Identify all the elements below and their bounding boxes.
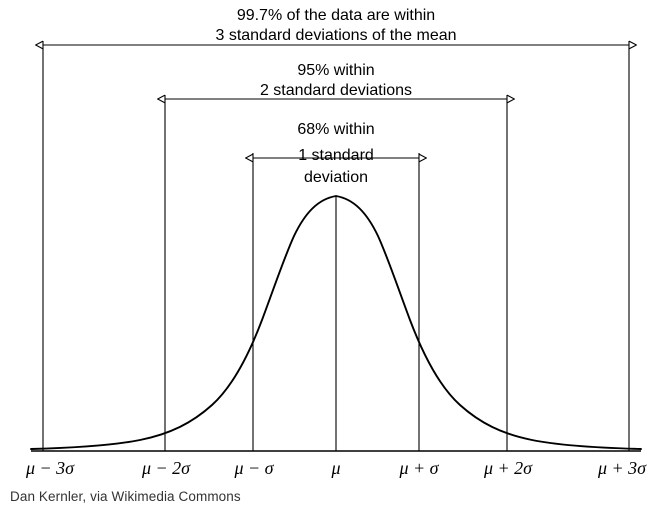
annotation-68-line1: 68% within: [297, 121, 375, 138]
axis-label-minus-2-sigma: μ − 2σ: [141, 458, 191, 478]
annotation-68-line2: 1 standard: [298, 147, 374, 164]
axis-label-minus-3-sigma: μ − 3σ: [25, 458, 75, 478]
figure-caption: Dan Kernler, via Wikimedia Commons: [10, 489, 241, 504]
axis-label-plus-2-sigma: μ + 2σ: [483, 458, 533, 478]
axis-label-minus-1-sigma: μ − σ: [234, 458, 274, 478]
axis-label-plus-3-sigma: μ + 3σ: [597, 458, 647, 478]
axis-label-plus-1-sigma: μ + σ: [399, 458, 439, 478]
annotation-95-line1: 95% within: [297, 62, 375, 79]
annotation-99-7-line1: 99.7% of the data are within: [236, 7, 436, 24]
axis-label-mean: μ: [331, 458, 341, 478]
annotation-68-line3: deviation: [303, 169, 369, 186]
annotation-99-7-line2: 3 standard deviations of the mean: [215, 27, 457, 44]
annotation-95-line2: 2 standard deviations: [259, 82, 413, 99]
